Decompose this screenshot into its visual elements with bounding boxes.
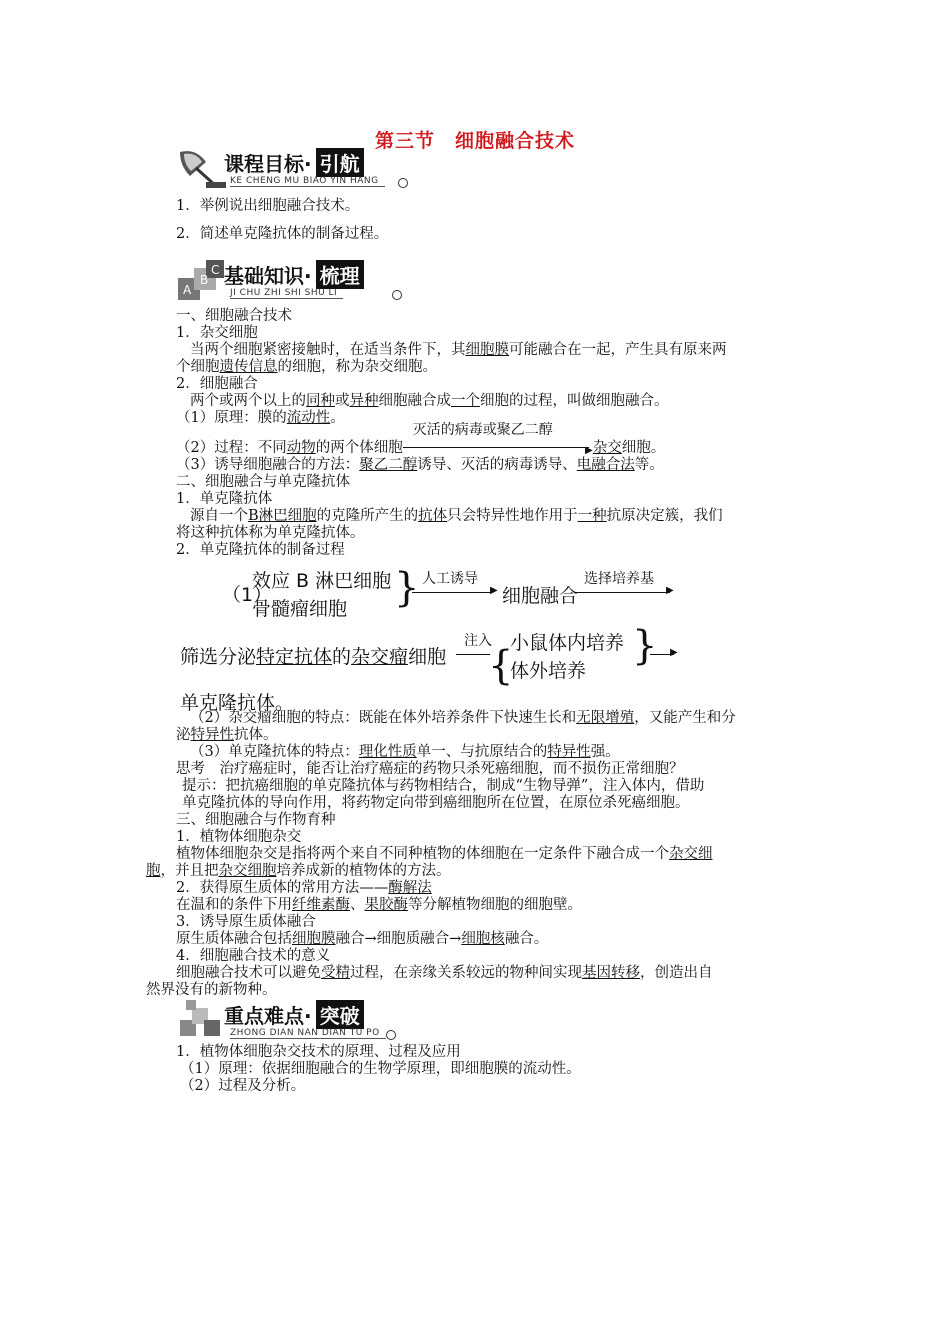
banner-pinyin: ZHONG DIAN NAN DIAN TU PO (230, 1028, 386, 1039)
satellite-dish-icon (176, 146, 228, 192)
paragraph: （1）原理：依据细胞融合的生物学原理，即细胞膜的流动性。 (180, 1061, 581, 1077)
banner-title: 课程目标 (224, 152, 304, 176)
paragraph: 在温和的条件下用纤维素酶、果胶酶等分解植物细胞的细胞壁。 (176, 897, 582, 913)
svg-text:A: A (183, 283, 192, 297)
answer-underline: 遗传信息 (219, 359, 278, 375)
goal-2: 2．简述单克隆抗体的制备过程。 (176, 226, 389, 242)
heading-3: 三、细胞融合与作物育种 (176, 812, 336, 828)
process-diagram-1: （1） 效应 B 淋巴细胞 骨髓瘤细胞 } 人工诱导 ▶ 细胞融合 选择培养基 ▶ (222, 565, 674, 620)
paragraph: 然界没有的新物种。 (146, 982, 277, 998)
banner-dot (392, 290, 402, 300)
paragraph: 细胞融合技术可以避免受精过程，在亲缘关系较远的物种间实现基因转移，创造出自 (176, 965, 713, 981)
cubes-icon (176, 998, 228, 1044)
svg-text:B: B (200, 273, 209, 287)
paragraph: 原生质体融合包括细胞膜融合→细胞质融合→细胞核融合。 (176, 931, 549, 947)
page-title: 第三节 细胞融合技术 (374, 130, 575, 152)
banner-title: 基础知识 (224, 264, 304, 288)
paragraph: （2）杂交瘤细胞的特点：既能在体外培养条件下快速生长和无限增殖，又能产生和分 (190, 710, 736, 726)
subheading: 2．细胞融合 (176, 376, 258, 392)
paragraph: 当两个细胞紧密接触时，在适当条件下，其细胞膜可能融合在一起，产生具有原来两 (190, 342, 727, 358)
subheading: 3．诱导原生质体融合 (176, 914, 316, 930)
banner-box: 突破 (316, 1000, 364, 1029)
section-banner-keypoints: 重点难点· 突破 ZHONG DIAN NAN DIAN TU PO (176, 998, 406, 1048)
subheading: 2．单克隆抗体的制备过程 (176, 542, 345, 558)
banner-box: 引航 (316, 148, 364, 177)
abc-blocks-icon (176, 258, 228, 304)
heading-2: 二、细胞融合与单克隆抗体 (176, 474, 350, 490)
hint: 提示：把抗癌细胞的单克隆抗体与药物相结合，制成“生物导弹”，注入体内，借助 (182, 778, 705, 794)
paragraph: （3）单克隆抗体的特点：理化性质单一、与抗原结合的特异性强。 (190, 744, 620, 760)
paragraph: （2）过程及分析。 (180, 1078, 306, 1094)
heading-1: 一、细胞融合技术 (176, 308, 292, 324)
paragraph: （1）原理：膜的流动性。 (176, 410, 345, 426)
subheading: 1．杂交细胞 (176, 325, 258, 341)
banner-pinyin: JI CHU ZHI SHI SHU LI (230, 288, 343, 299)
banner-dot (386, 1030, 396, 1040)
paragraph: （3）诱导细胞融合的方法：聚乙二醇诱导、灭活的病毒诱导、电融合法等。 (176, 457, 664, 473)
answer-underline: 细胞膜 (465, 342, 509, 358)
banner-box: 梳理 (316, 260, 364, 289)
banner-pinyin: KE CHENG MU BIAO YIN HANG (230, 176, 385, 187)
paragraph: 源自一个B淋巴细胞的克隆所产生的抗体只会特异性地作用于一种抗原决定簇，我们 (190, 508, 723, 524)
subheading: 1．单克隆抗体 (176, 491, 273, 507)
diagram-result: 单克隆抗体。 (180, 692, 295, 714)
section-banner-basics: C A B 基础知识· 梳理 JI CHU ZHI SHI SHU LI (176, 258, 406, 308)
banner-title: 重点难点 (224, 1004, 304, 1028)
paragraph: 胞，并且把杂交细胞培养成新的植物体的方法。 (146, 863, 451, 879)
process-diagram-2: 筛选分泌特定抗体的杂交瘤细胞 注入 { 小鼠体内培养 体外培养 } ▶ (180, 623, 678, 689)
section-banner-goals: 课程目标· 引航 KE CHENG MU BIAO YIN HANG (176, 146, 406, 196)
reaction-arrow: 灭活的病毒或聚乙二醇 ▶ (403, 442, 593, 452)
svg-text:C: C (211, 263, 220, 277)
banner-dot (398, 178, 408, 188)
subheading: 1．植物体细胞杂交 (176, 829, 302, 845)
think-question: 思考 治疗癌症时，能否让治疗癌症的药物只杀死癌细胞，而不损伤正常细胞？ (176, 761, 684, 777)
subheading: 4．细胞融合技术的意义 (176, 948, 331, 964)
paragraph: 两个或两个以上的同种或异种细胞融合成一个细胞的过程，叫做细胞融合。 (190, 393, 669, 409)
paragraph: 泌特异性抗体。 (176, 727, 278, 743)
hint: 单克隆抗体的导向作用，将药物定向带到癌细胞所在位置，在原位杀死癌细胞。 (182, 795, 690, 811)
paragraph: 植物体细胞杂交是指将两个来自不同种植物的体细胞在一定条件下融合成一个杂交细 (176, 846, 713, 862)
subheading: 2．获得原生质体的常用方法——酶解法 (176, 880, 432, 896)
goal-1: 1．举例说出细胞融合技术。 (176, 198, 360, 214)
paragraph: 将这种抗体称为单克隆抗体。 (176, 525, 365, 541)
paragraph: 1．植物体细胞杂交技术的原理、过程及应用 (176, 1044, 461, 1060)
paragraph: 个细胞遗传信息的细胞，称为杂交细胞。 (176, 359, 437, 375)
paragraph: （2）过程：不同动物的两个体细胞 灭活的病毒或聚乙二醇 ▶ 杂交细胞。 (176, 422, 666, 456)
